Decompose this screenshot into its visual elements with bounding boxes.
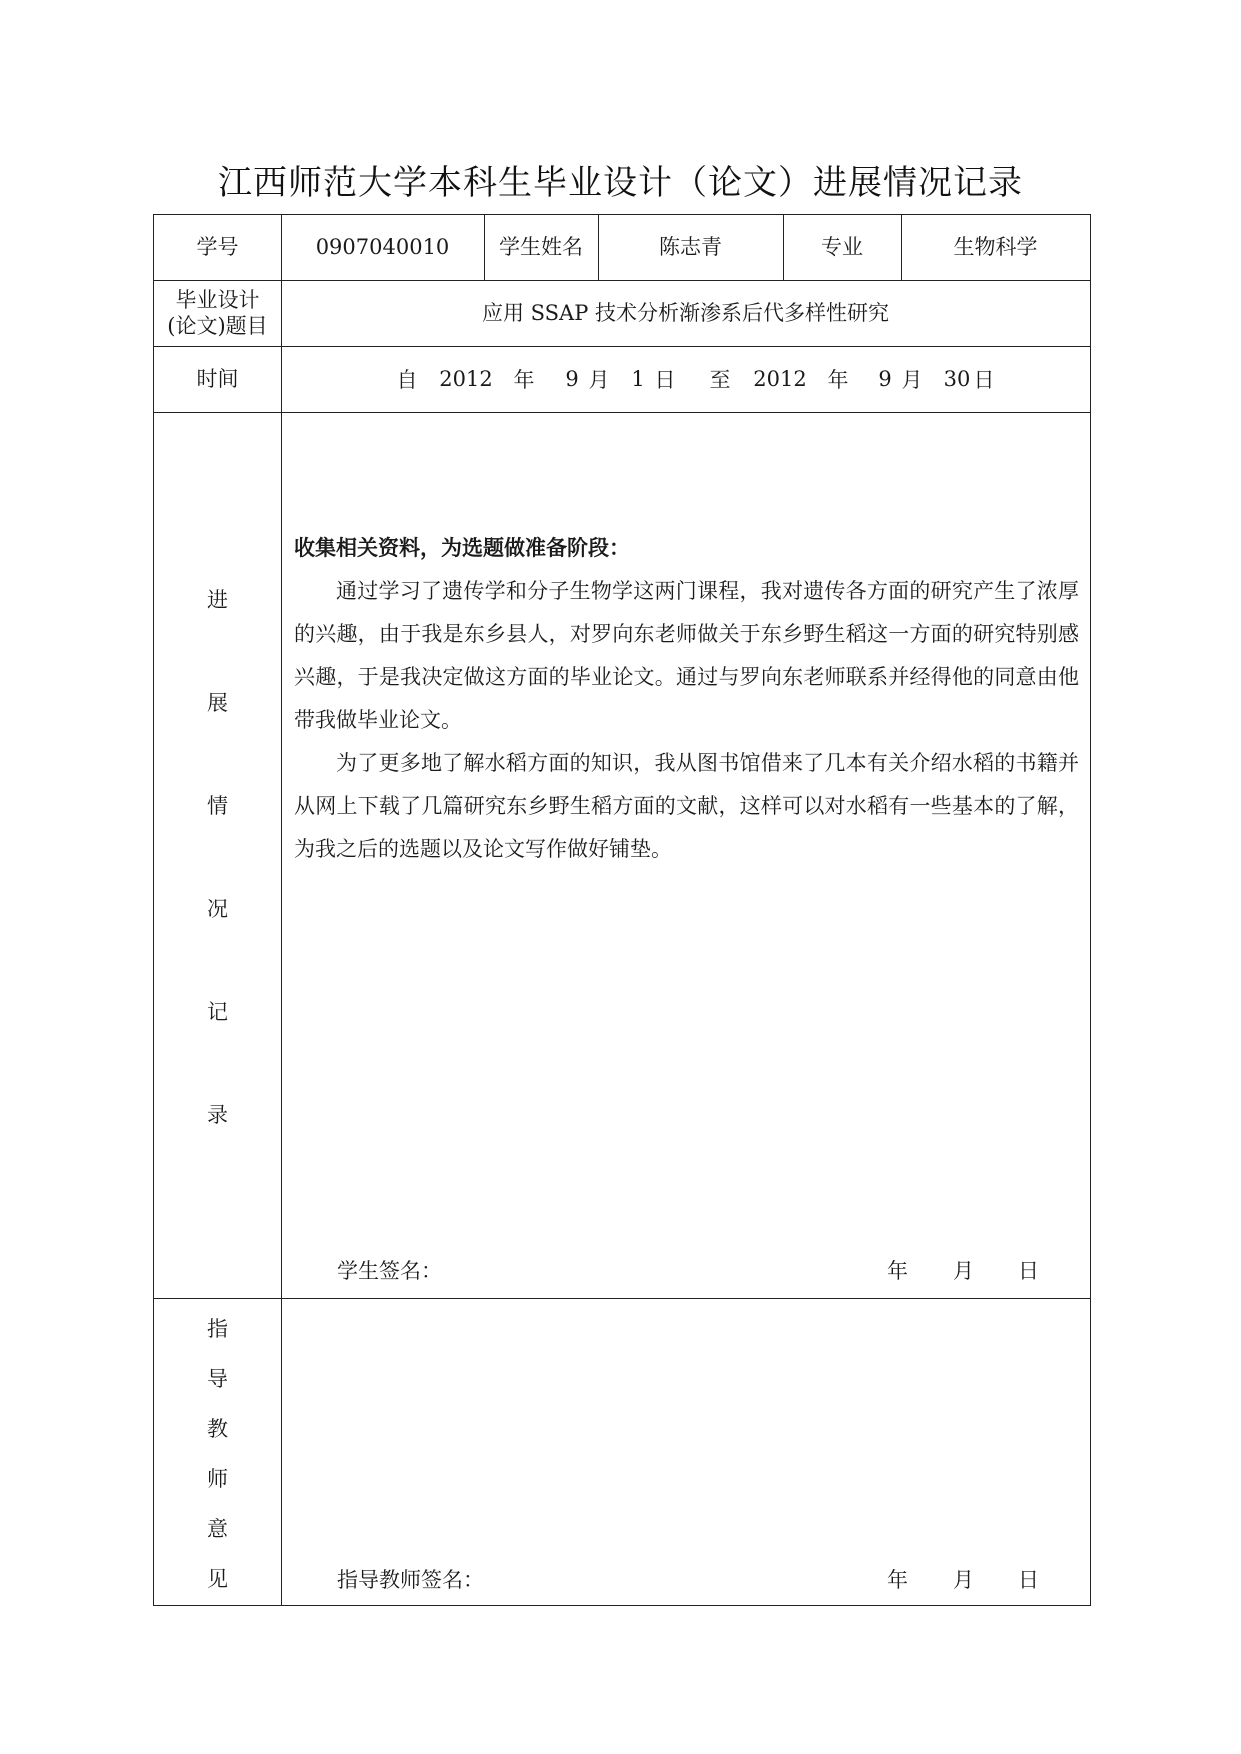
advisor-label-char: 教 (207, 1417, 228, 1441)
advisor-label-char: 见 (207, 1567, 228, 1591)
date-to-day: 30 (943, 367, 971, 391)
student-sign-day: 日 (1018, 1259, 1039, 1283)
advisor-label-char: 导 (207, 1367, 228, 1391)
date-from-month: 9 (565, 367, 579, 391)
date-from-word: 自 (396, 368, 418, 392)
progress-paragraph: 为了更多地了解水稻方面的知识，我从图书馆借来了几本有关介绍水稻的书籍并从网上下载了几篇研究东乡野生稻方面的文献，这样可以对水稻有一些基本的了解，为我之后的选题以及论文写作做好铺垫。 (294, 751, 1079, 861)
progress-label-char: 展 (207, 691, 228, 715)
advisor-label-char: 指 (207, 1317, 228, 1341)
student-sign-month: 月 (953, 1259, 974, 1283)
progress-record-form (153, 214, 1091, 1606)
progress-label-char: 录 (207, 1103, 228, 1127)
date-to-month: 9 (878, 367, 892, 391)
progress-content (294, 527, 1079, 871)
progress-label-char: 况 (207, 897, 228, 921)
date-from-year: 2012 (439, 367, 493, 391)
progress-paragraph: 通过学习了遗传学和分子生物学这两门课程，我对遗传各方面的研究产生了浓厚的兴趣，由于我是东乡县人，对罗向东老师做关于东乡野生稻这一方面的研究特别感兴趣，于是我决定做这方面的毕业论文。通过与罗向东老师联系并经得他的同意由他带我做毕业论文。 (294, 579, 1079, 732)
progress-heading: 收集相关资料，为选题做准备阶段： (294, 536, 630, 560)
topic-label-line1: 毕业设计 (175, 287, 260, 312)
date-year-char: 年 (827, 368, 849, 392)
student-sign-year: 年 (887, 1259, 908, 1283)
advisor-sign-year: 年 (887, 1568, 908, 1592)
date-year-char: 年 (513, 368, 535, 392)
major-value: 生物科学 (953, 235, 1038, 260)
date-to-word: 至 (709, 368, 731, 392)
topic-label-line2: (论文)题目 (167, 314, 268, 338)
progress-label-char: 情 (207, 794, 228, 818)
advisor-label-char: 意 (207, 1517, 228, 1541)
student-signature-label: 学生签名： (337, 1259, 442, 1283)
progress-label-char: 记 (207, 1000, 228, 1024)
advisor-label-char: 师 (207, 1467, 228, 1491)
date-day-char: 日 (654, 368, 676, 392)
major-label: 专业 (821, 235, 863, 260)
advisor-signature-label: 指导教师签名： (337, 1568, 484, 1592)
row-divider (154, 412, 1090, 413)
advisor-label (154, 1313, 281, 1593)
page-title: 江西师范大学本科生毕业设计（论文）进展情况记录 (218, 163, 1023, 203)
date-from-day: 1 (631, 367, 645, 391)
progress-label-char: 进 (207, 588, 228, 612)
time-label: 时间 (196, 366, 239, 391)
student-id-label: 学号 (196, 235, 239, 260)
column-divider (281, 215, 282, 1605)
date-month-char: 月 (588, 368, 610, 392)
student-name-value: 陈志青 (659, 235, 722, 260)
row-divider (154, 1298, 1090, 1299)
topic-value: 应用 SSAP 技术分析渐渗系后代多样性研究 (481, 300, 890, 325)
advisor-sign-month: 月 (953, 1568, 974, 1592)
topic-label (154, 280, 281, 346)
date-month-char: 月 (901, 368, 923, 392)
date-range (281, 346, 1090, 412)
student-id-value: 0907040010 (315, 235, 450, 260)
student-name-label: 学生姓名 (499, 235, 583, 260)
date-to-year: 2012 (753, 367, 807, 391)
progress-label (154, 584, 281, 1129)
advisor-sign-day: 日 (1018, 1568, 1039, 1592)
date-day-char: 日 (973, 368, 995, 392)
